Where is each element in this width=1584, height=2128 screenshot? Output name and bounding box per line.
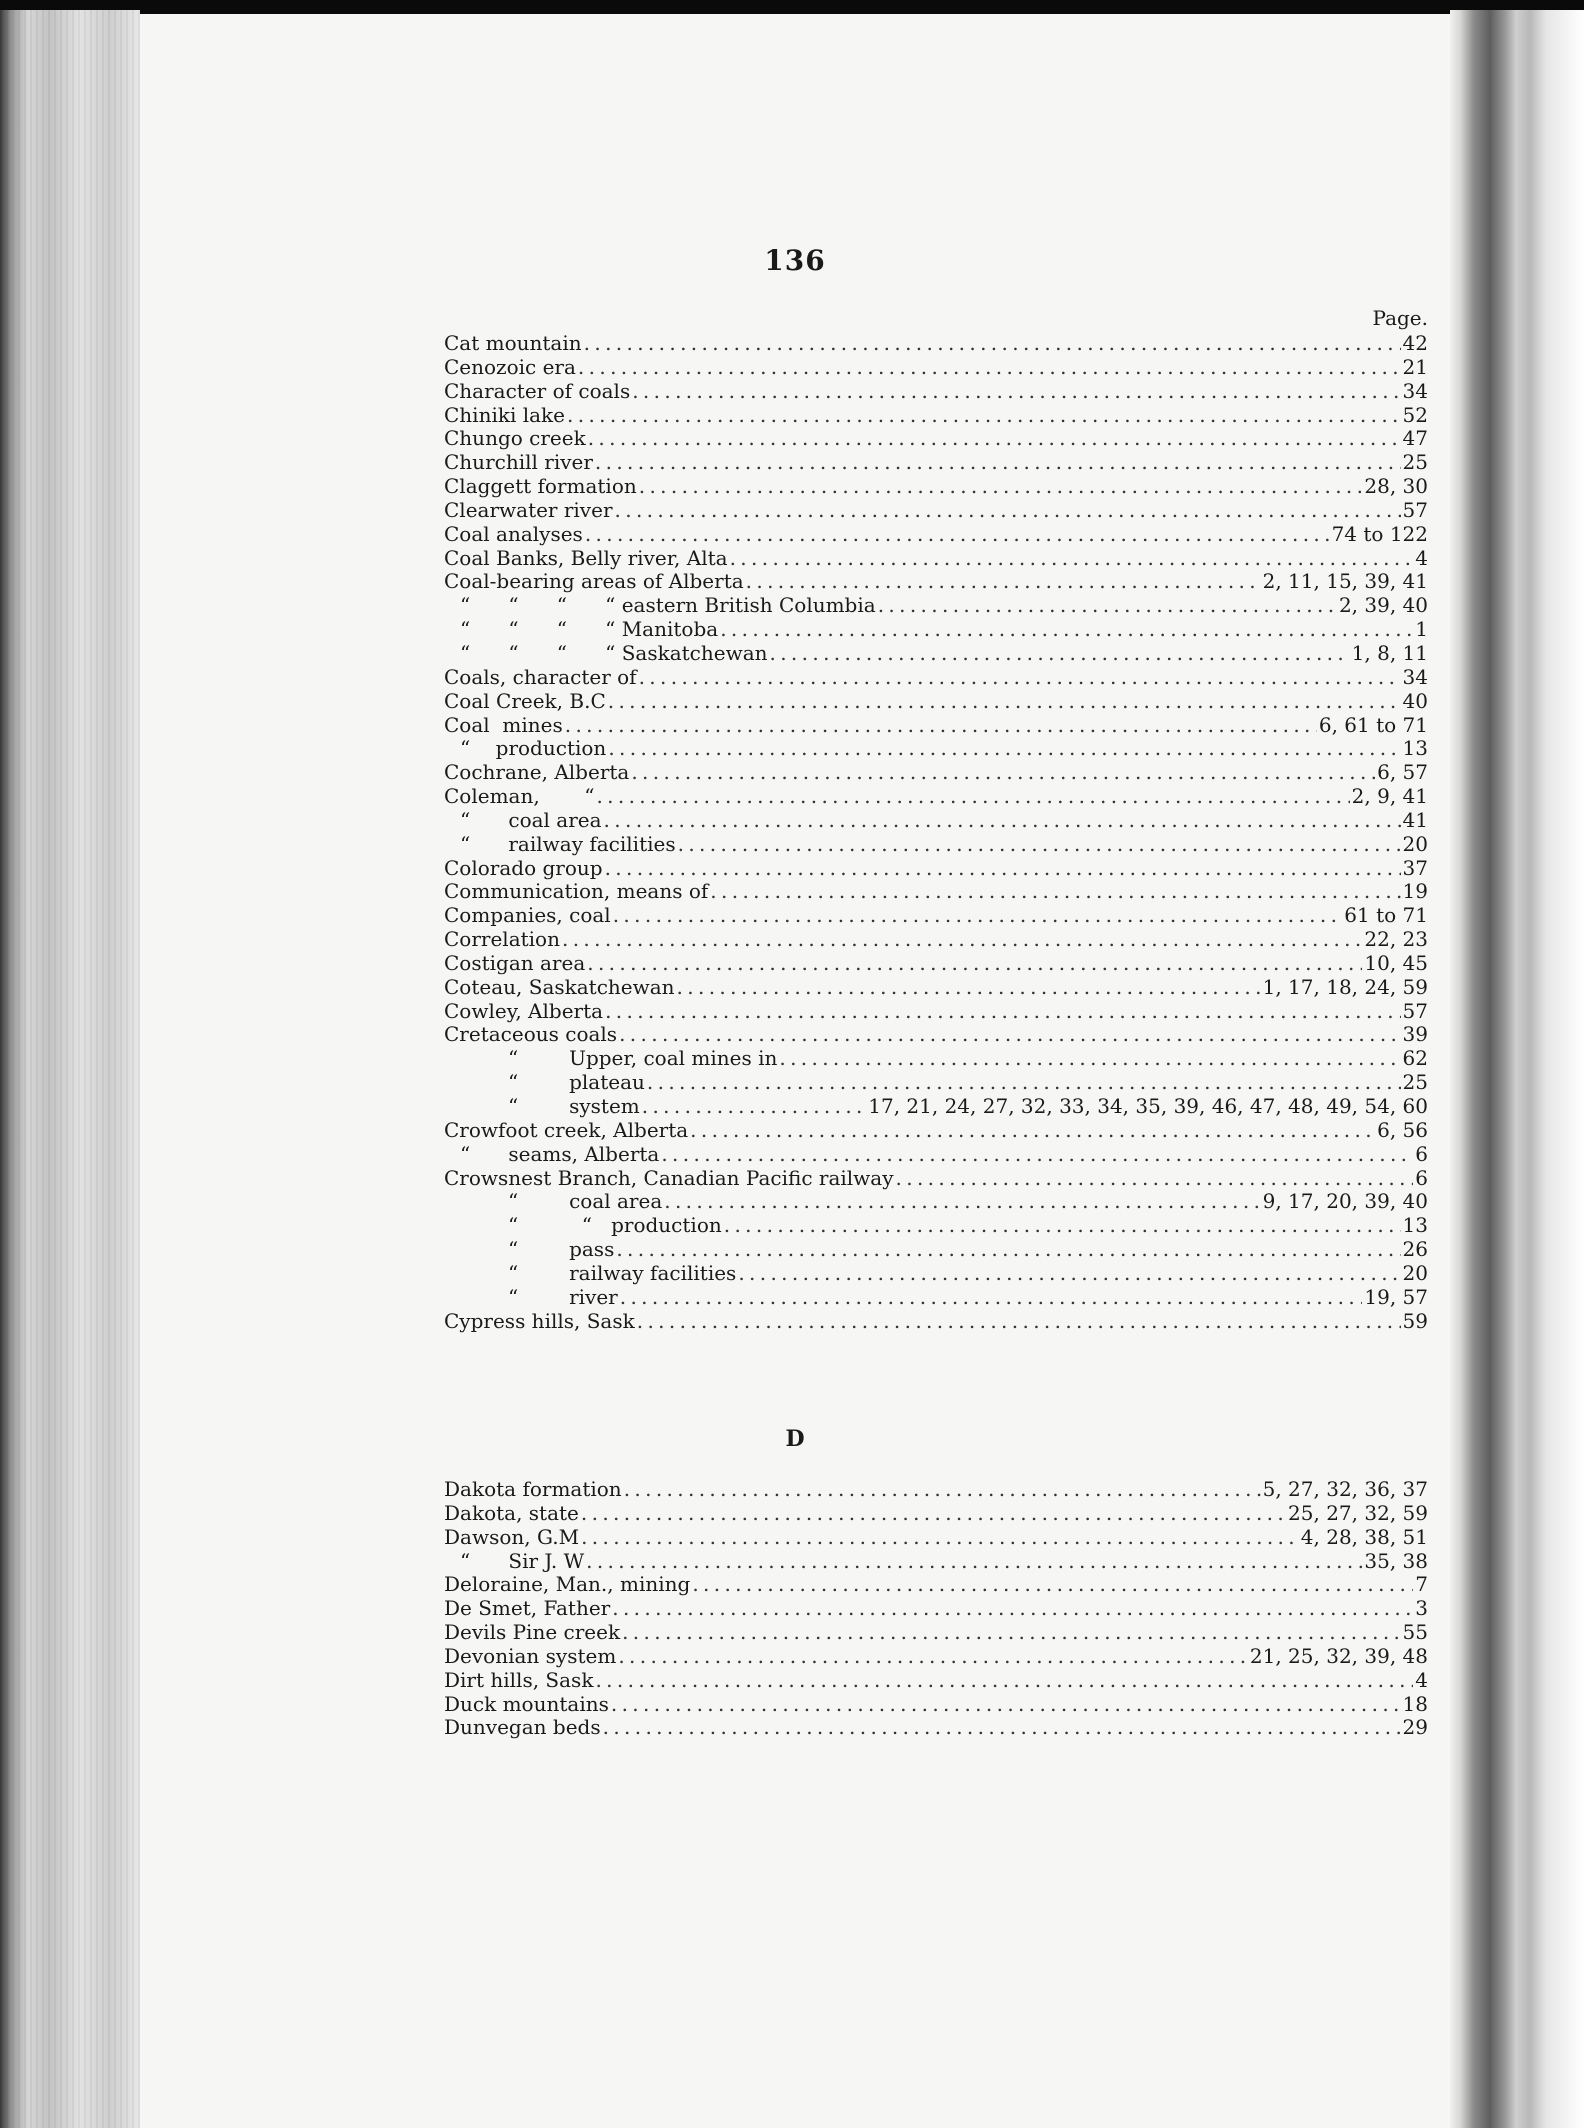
index-entry-pages: 3 — [1415, 1597, 1428, 1621]
index-entry-pages: 40 — [1402, 689, 1428, 713]
index-entry-pages: 29 — [1402, 1716, 1428, 1740]
index-entry-pages: 37 — [1402, 856, 1428, 880]
index-entry — [444, 570, 1428, 594]
index-entry — [444, 1502, 1428, 1526]
dot-leader — [615, 499, 1401, 523]
dot-leader — [878, 594, 1337, 618]
index-entry — [444, 1143, 1428, 1167]
index-entry-pages: 61 to 71 — [1344, 904, 1428, 928]
index-entry-pages: 10, 45 — [1364, 951, 1428, 975]
index-entry-name: “ seams, Alberta — [460, 1142, 660, 1166]
index-entry — [444, 880, 1428, 904]
index-entry — [444, 1310, 1428, 1334]
index-entry-name: Coals, character of — [444, 665, 637, 689]
index-entry-name: Cenozoic era — [444, 355, 576, 379]
index-entry — [444, 761, 1428, 785]
index-entry — [444, 1645, 1428, 1669]
dot-leader — [639, 475, 1363, 499]
index-entry — [444, 785, 1428, 809]
index-entry-name: “ coal area — [508, 1190, 663, 1214]
index-entry-pages: 5, 27, 32, 36, 37 — [1262, 1478, 1428, 1501]
index-entry — [444, 499, 1428, 523]
dot-leader — [770, 642, 1350, 666]
index-entry-pages: 21 — [1402, 355, 1428, 379]
index-entry — [444, 380, 1428, 404]
index-entry-pages: 4, 28, 38, 51 — [1300, 1525, 1428, 1549]
index-entry-name: Crowsnest Branch, Canadian Pacific railway — [444, 1166, 894, 1190]
book-gutter-shadow — [1450, 10, 1584, 2128]
index-entry-name: Costigan area — [444, 951, 586, 975]
index-entry-pages: 6 — [1415, 1166, 1428, 1190]
index-entry-name: “ Sir J. W — [460, 1549, 585, 1573]
index-entry-name: “ coal area — [460, 808, 602, 832]
dot-leader — [678, 833, 1401, 857]
dot-leader — [581, 1526, 1299, 1550]
dot-leader — [605, 1000, 1400, 1024]
index-entry — [444, 1214, 1428, 1238]
index-entry-name: Colorado group — [444, 856, 603, 880]
index-entry-pages: 59 — [1402, 1309, 1428, 1333]
dot-leader — [588, 427, 1401, 451]
dot-leader — [616, 1238, 1400, 1262]
index-entry-name: Claggett formation — [444, 475, 637, 499]
dot-leader — [622, 1621, 1400, 1645]
index-entry-pages: 34 — [1402, 665, 1428, 689]
index-entry-pages: 39 — [1402, 1023, 1428, 1047]
index-entry — [444, 1071, 1428, 1095]
index-entry — [444, 427, 1428, 451]
index-entry-name: Communication, means of — [444, 880, 709, 904]
dot-leader — [710, 880, 1400, 904]
index-entry — [444, 1573, 1428, 1597]
index-entry-name: “ system — [508, 1095, 640, 1118]
index-entry-name: Coal analyses — [444, 522, 583, 546]
index-section-d — [444, 1478, 1428, 1740]
index-entry — [444, 666, 1428, 690]
index-entry — [444, 1550, 1428, 1574]
dot-leader — [664, 1190, 1260, 1214]
index-entry-pages: 4 — [1415, 546, 1428, 570]
dot-leader — [631, 761, 1375, 785]
index-entry — [444, 1000, 1428, 1024]
index-entry-name: Coal-bearing areas of Alberta — [444, 570, 744, 594]
book-page-edges — [0, 10, 140, 2128]
index-entry-pages: 18 — [1402, 1692, 1428, 1716]
dot-leader — [779, 1047, 1400, 1071]
index-entry-name: Cretaceous coals — [444, 1023, 618, 1047]
index-entry — [444, 857, 1428, 881]
index-entry-pages: 6, 56 — [1377, 1118, 1428, 1142]
index-entry — [444, 1238, 1428, 1262]
page-column-label: Page. — [1372, 306, 1428, 330]
index-entry — [444, 737, 1428, 761]
index-entry-pages: 2, 11, 15, 39, 41 — [1262, 570, 1428, 594]
index-entry — [444, 642, 1428, 666]
dot-leader — [632, 380, 1400, 404]
index-entry-name: Companies, coal — [444, 904, 611, 928]
dot-leader — [746, 570, 1261, 594]
index-entry-name: Chiniki lake — [444, 403, 566, 427]
index-entry — [444, 1693, 1428, 1717]
index-entry-name: “ “ production — [508, 1214, 722, 1238]
dot-leader — [639, 666, 1401, 690]
index-entry — [444, 952, 1428, 976]
index-entry — [444, 618, 1428, 642]
dot-leader — [611, 1693, 1401, 1717]
index-entry-pages: 57 — [1402, 498, 1428, 522]
index-entry-name: “ Upper, coal mines in — [508, 1047, 778, 1071]
dot-leader — [586, 1550, 1362, 1574]
index-entry-name: Dakota formation — [444, 1478, 622, 1501]
index-entry-pages: 22, 23 — [1364, 928, 1428, 952]
index-entry — [444, 714, 1428, 738]
index-entry-pages: 2, 9, 41 — [1351, 785, 1428, 809]
dot-leader — [896, 1167, 1414, 1191]
index-entry-name: Correlation — [444, 928, 560, 952]
dot-leader — [647, 1071, 1401, 1095]
index-entry — [444, 523, 1428, 547]
index-entry-pages: 6, 61 to 71 — [1318, 713, 1428, 737]
index-entry — [444, 690, 1428, 714]
index-entry — [444, 1526, 1428, 1550]
index-entry — [444, 928, 1428, 952]
index-entry-pages: 25 — [1402, 1071, 1428, 1095]
index-entry-pages: 74 to 122 — [1331, 522, 1428, 546]
index-section-c — [444, 332, 1428, 1333]
dot-leader — [624, 1478, 1261, 1502]
dot-leader — [618, 1645, 1248, 1669]
dot-leader — [613, 904, 1343, 928]
dot-leader — [603, 1716, 1401, 1740]
index-entry — [444, 1597, 1428, 1621]
index-entry-pages: 6 — [1415, 1142, 1428, 1166]
index-entry-name: “ railway facilities — [460, 832, 676, 856]
dot-leader — [605, 857, 1401, 881]
index-entry-name: Deloraine, Man., mining — [444, 1573, 691, 1597]
index-entry — [444, 833, 1428, 857]
index-entry-pages: 47 — [1402, 427, 1428, 451]
index-entry-name: Coal mines — [444, 713, 563, 737]
dot-leader — [738, 1262, 1400, 1286]
index-entry — [444, 1478, 1428, 1502]
dot-leader — [619, 1023, 1400, 1047]
index-entry-pages: 20 — [1402, 1261, 1428, 1285]
index-entry-pages: 62 — [1402, 1047, 1428, 1071]
index-entry — [444, 1047, 1428, 1071]
index-entry-pages: 13 — [1402, 1214, 1428, 1238]
index-entry-name: Dunvegan beds — [444, 1716, 601, 1740]
index-entry-name: Cat mountain — [444, 332, 582, 355]
index-entry-name: Duck mountains — [444, 1692, 609, 1716]
index-entry-pages: 55 — [1402, 1621, 1428, 1645]
index-entry — [444, 356, 1428, 380]
index-entry — [444, 547, 1428, 571]
index-entry — [444, 451, 1428, 475]
dot-leader — [565, 714, 1317, 738]
index-entry-pages: 35, 38 — [1364, 1549, 1428, 1573]
dot-leader — [562, 928, 1362, 952]
index-entry-name: Dawson, G.M — [444, 1525, 580, 1549]
index-entry-pages: 19, 57 — [1364, 1285, 1428, 1309]
dot-leader — [587, 952, 1362, 976]
index-entry-pages: 28, 30 — [1364, 475, 1428, 499]
index-entry-pages: 25, 27, 32, 59 — [1288, 1501, 1428, 1525]
index-entry-pages: 1, 8, 11 — [1351, 641, 1428, 665]
dot-leader — [642, 1095, 867, 1119]
index-entry — [444, 1190, 1428, 1214]
index-entry — [444, 1119, 1428, 1143]
index-entry — [444, 1095, 1428, 1119]
index-entry-name: “ “ “ “ Manitoba — [460, 618, 719, 642]
index-entry-pages: 57 — [1402, 999, 1428, 1023]
dot-leader — [595, 451, 1401, 475]
index-entry-pages: 19 — [1402, 880, 1428, 904]
index-entry-name: Coteau, Saskatchewan — [444, 975, 675, 999]
index-entry-name: “ plateau — [508, 1071, 645, 1095]
index-entry-name: “ production — [460, 737, 607, 761]
index-entry-name: “ “ “ “ Saskatchewan — [460, 641, 768, 665]
index-entry-pages: 17, 21, 24, 27, 32, 33, 34, 35, 39, 46, 47, 48, 49, 54, 60 — [868, 1095, 1428, 1118]
index-entry — [444, 1669, 1428, 1693]
index-entry — [444, 976, 1428, 1000]
index-entry-name: Dakota, state — [444, 1501, 579, 1525]
index-entry — [444, 1023, 1428, 1047]
index-entry-name: “ railway facilities — [508, 1261, 737, 1285]
index-entry — [444, 1716, 1428, 1740]
index-entry-pages: 26 — [1402, 1238, 1428, 1262]
index-entry-name: “ pass — [508, 1238, 615, 1262]
index-entry-pages: 34 — [1402, 379, 1428, 403]
dot-leader — [677, 976, 1261, 1000]
index-entry-name: “ “ “ “ eastern British Columbia — [460, 594, 876, 618]
dot-leader — [608, 690, 1401, 714]
index-entry-name: Coal Creek, B.C — [444, 689, 606, 713]
dot-leader — [578, 356, 1401, 380]
dot-leader — [612, 1597, 1413, 1621]
dot-leader — [661, 1143, 1413, 1167]
index-entry-pages: 1 — [1415, 618, 1428, 642]
index-entry-name: Devils Pine creek — [444, 1621, 621, 1645]
dot-leader — [692, 1573, 1413, 1597]
index-entry-name: Chungo creek — [444, 427, 586, 451]
index-entry-name: Cowley, Alberta — [444, 999, 604, 1023]
index-entry-pages: 20 — [1402, 832, 1428, 856]
index-entry-pages: 6, 57 — [1377, 761, 1428, 785]
index-entry-name: “ river — [508, 1285, 618, 1309]
dot-leader — [595, 1669, 1413, 1693]
scan-top-border — [0, 0, 1584, 14]
index-page — [140, 14, 1450, 2128]
dot-leader — [581, 1502, 1286, 1526]
index-entry-pages: 21, 25, 32, 39, 48 — [1249, 1644, 1428, 1668]
index-entry-name: De Smet, Father — [444, 1597, 611, 1621]
index-entry-name: Dirt hills, Sask — [444, 1668, 594, 1692]
index-entry-pages: 41 — [1402, 808, 1428, 832]
index-entry-pages: 13 — [1402, 737, 1428, 761]
index-entry-name: Cochrane, Alberta — [444, 761, 630, 785]
index-entry — [444, 809, 1428, 833]
section-letter-d: D — [785, 1426, 805, 1452]
index-entry-pages: 4 — [1415, 1668, 1428, 1692]
dot-leader — [620, 1286, 1363, 1310]
index-entry-name: Crowfoot creek, Alberta — [444, 1118, 689, 1142]
index-entry-pages: 9, 17, 20, 39, 40 — [1262, 1190, 1428, 1214]
index-entry-pages: 42 — [1402, 332, 1428, 355]
dot-leader — [604, 809, 1401, 833]
index-entry — [444, 1621, 1428, 1645]
dot-leader — [637, 1310, 1401, 1334]
index-entry-pages: 7 — [1415, 1573, 1428, 1597]
index-entry — [444, 1286, 1428, 1310]
dot-leader — [567, 404, 1401, 428]
index-entry-name: Coal Banks, Belly river, Alta — [444, 546, 728, 570]
index-entry-pages: 2, 39, 40 — [1338, 594, 1428, 618]
index-entry — [444, 594, 1428, 618]
dot-leader — [608, 737, 1400, 761]
page-number: 136 — [764, 244, 826, 277]
index-entry-name: Churchill river — [444, 451, 593, 475]
dot-leader — [585, 523, 1330, 547]
dot-leader — [690, 1119, 1375, 1143]
index-entry — [444, 904, 1428, 928]
dot-leader — [724, 1214, 1401, 1238]
index-entry-pages: 1, 17, 18, 24, 59 — [1262, 975, 1428, 999]
index-entry-pages: 52 — [1402, 403, 1428, 427]
dot-leader — [596, 785, 1349, 809]
index-entry-pages: 25 — [1402, 451, 1428, 475]
index-entry-name: Character of coals — [444, 379, 631, 403]
index-entry — [444, 1262, 1428, 1286]
index-entry — [444, 1167, 1428, 1191]
index-entry-name: Cypress hills, Sask — [444, 1309, 635, 1333]
index-entry-name: Coleman, “ — [444, 785, 595, 809]
index-entry-name: Devonian system — [444, 1644, 617, 1668]
index-entry — [444, 475, 1428, 499]
dot-leader — [584, 332, 1401, 356]
index-entry — [444, 404, 1428, 428]
dot-leader — [730, 547, 1414, 571]
index-entry — [444, 332, 1428, 356]
dot-leader — [720, 618, 1413, 642]
index-entry-name: Clearwater river — [444, 498, 613, 522]
